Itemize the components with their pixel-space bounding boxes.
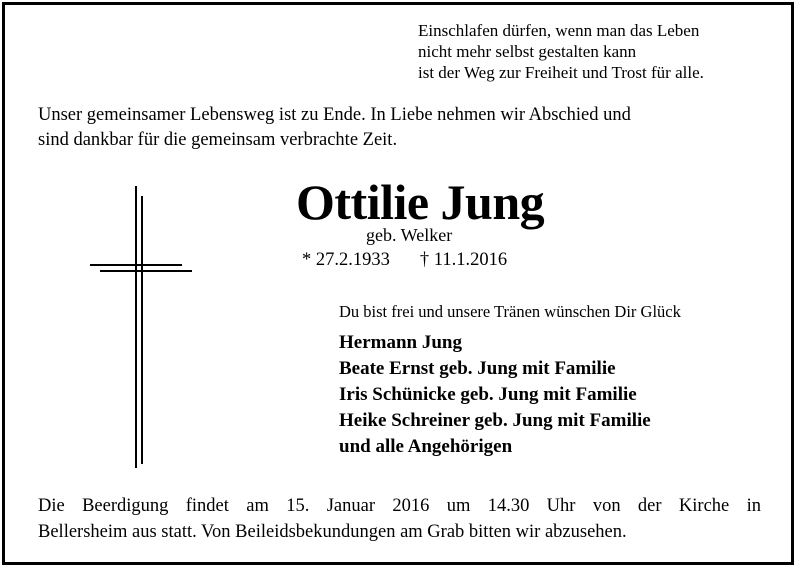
mourner-name: Beate Ernst geb. Jung mit Familie xyxy=(339,358,616,379)
farewell-wish: Du bist frei und unsere Tränen wünschen Dir Glück xyxy=(339,302,681,321)
mourner-name: Iris Schünicke geb. Jung mit Familie xyxy=(339,384,637,405)
mourners-list xyxy=(339,330,651,460)
poem-line: Einschlafen dürfen, wenn man das Leben xyxy=(418,21,700,40)
mourner-name: Hermann Jung xyxy=(339,332,462,353)
death-date: † 11.1.2016 xyxy=(419,250,508,270)
mourner-name: Heike Schreiner geb. Jung mit Familie xyxy=(339,410,651,431)
poem-line: ist der Weg zur Freiheit und Trost für alle. xyxy=(418,63,704,82)
funeral-line: Bellersheim aus statt. Von Beileidsbekundungen am Grab bitten wir abzusehen. xyxy=(38,522,627,542)
intro-line: sind dankbar für die gemeinsam verbrachte Zeit. xyxy=(38,130,398,150)
cross-icon xyxy=(86,180,196,470)
life-dates xyxy=(302,248,507,272)
birth-date: * 27.2.1933 xyxy=(302,250,390,270)
intro-text xyxy=(38,103,761,153)
funeral-line: Die Beerdigung findet am 15. Januar 2016 um 14.30 Uhr von der Kirche in xyxy=(38,496,761,516)
mourner-name: und alle Angehörigen xyxy=(339,436,513,457)
deceased-name: Ottilie Jung xyxy=(296,174,545,230)
funeral-notice xyxy=(38,493,761,545)
poem-line: nicht mehr selbst gestalten kann xyxy=(418,42,637,61)
poem-verse xyxy=(418,20,704,83)
maiden-name: geb. Welker xyxy=(366,225,453,245)
intro-line: Unser gemeinsamer Lebensweg ist zu Ende. In Liebe nehmen wir Abschied und xyxy=(38,105,631,125)
